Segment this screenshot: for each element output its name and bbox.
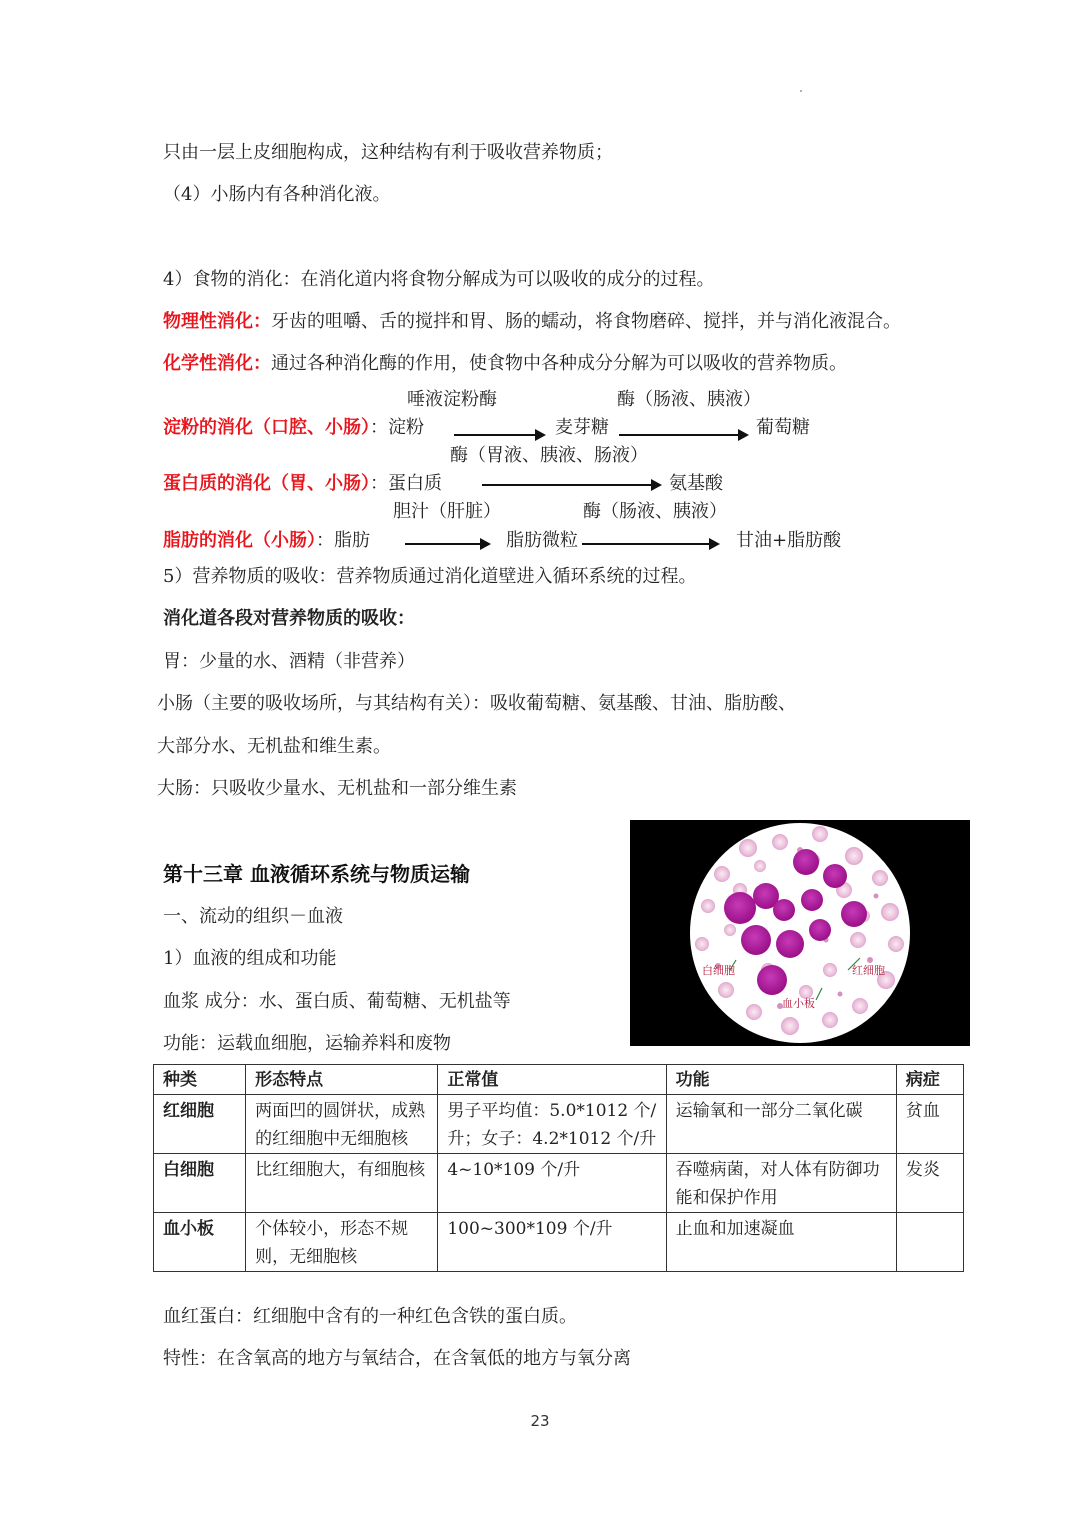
label-rbc: 红细胞 (852, 964, 885, 977)
enzyme-saliva: 唾液淀粉酶 (407, 389, 497, 410)
cell-kind: 血小板 (154, 1213, 246, 1272)
hemoglobin-definition: 血红蛋白：红细胞中含有的一种红色含铁的蛋白质。 (163, 1306, 577, 1327)
header-normal: 正常值 (438, 1065, 666, 1095)
amino-acid: 氨基酸 (669, 473, 723, 494)
arrow (619, 434, 747, 436)
glucose: 葡萄糖 (756, 417, 810, 438)
physical-label: 物理性消化： (163, 311, 271, 332)
arrow (405, 543, 489, 545)
header-function: 功能 (666, 1065, 896, 1095)
cell-function: 运输氧和一部分二氧化碳 (666, 1095, 896, 1154)
chemical-label: 化学性消化： (163, 353, 271, 374)
cell-shape: 两面凹的圆饼状，成熟的红细胞中无细胞核 (246, 1095, 438, 1154)
cell-shape: 个体较小，形态不规则，无细胞核 (246, 1213, 438, 1272)
cell-shape: 比红细胞大，有细胞核 (246, 1154, 438, 1213)
hemoglobin-property: 特性：在含氧高的地方与氧结合，在含氧低的地方与氧分离 (163, 1348, 631, 1369)
chemical-text: 通过各种消化酶的作用，使食物中各种成分分解为可以吸收的营养物质。 (271, 353, 847, 374)
absorption-small-intestine: 小肠（主要的吸收场所，与其结构有关）：吸收葡萄糖、氨基酸、甘油、脂肪酸、 (157, 693, 796, 714)
physical-digestion (163, 310, 901, 334)
blood-cell-table (153, 1064, 964, 1272)
cell-disease: 贫血 (896, 1095, 963, 1154)
cell-disease (896, 1213, 963, 1272)
table-row (154, 1095, 964, 1154)
digestion-heading: 4）食物的消化：在消化道内将食物分解成为可以吸收的成分的过程。 (163, 269, 715, 290)
absorption-large-intestine: 大肠：只吸收少量水、无机盐和一部分维生素 (157, 778, 517, 799)
protein-source: ：蛋白质 (370, 473, 442, 494)
arrow (482, 484, 660, 486)
subsection-title: 1）血液的组成和功能 (163, 948, 337, 969)
blood-cell-micrograph (630, 820, 970, 1046)
label-wbc: 白细胞 (702, 964, 735, 977)
speck (800, 90, 802, 92)
fat-source: ：脂肪 (316, 530, 370, 551)
header-shape: 形态特点 (246, 1065, 438, 1095)
section-title: 一、流动的组织－血液 (163, 906, 343, 927)
chemical-digestion (163, 352, 847, 376)
cell-function: 止血和加速凝血 (666, 1213, 896, 1272)
table-header-row (154, 1065, 964, 1095)
page-number: 23 (530, 1412, 550, 1430)
fat-droplets: 脂肪微粒 (506, 530, 578, 551)
physical-text: 牙齿的咀嚼、舌的搅拌和胃、肠的蠕动，将食物磨碎、搅拌，并与消化液混合。 (271, 311, 901, 332)
fat-label: 脂肪的消化（小肠） (163, 530, 316, 551)
glycerol-fatty-acid: 甘油+脂肪酸 (736, 530, 842, 551)
text-line: 只由一层上皮细胞构成，这种结构有利于吸收营养物质； (163, 142, 613, 163)
cell-normal: 4~10*109 个/升 (438, 1154, 666, 1213)
absorption-subheading: 消化道各段对营养物质的吸收： (163, 608, 415, 629)
text-line: （4）小肠内有各种消化液。 (163, 184, 391, 205)
cell-function: 吞噬病菌，对人体有防御功能和保护作用 (666, 1154, 896, 1213)
cell-kind: 白细胞 (154, 1154, 246, 1213)
starch-source: ：淀粉 (370, 417, 424, 438)
absorption-small-intestine-cont: 大部分水、无机盐和维生素。 (157, 736, 391, 757)
cell-normal: 男子平均值：5.0*1012 个/升；女子：4.2*1012 个/升 (438, 1095, 666, 1154)
enzyme-bile: 胆汁（肝脏） (393, 501, 501, 522)
label-platelet: 血小板 (782, 997, 815, 1010)
enzyme-protein: 酶（胃液、胰液、肠液） (450, 445, 648, 466)
plasma-composition: 血浆 成分：水、蛋白质、葡萄糖、无机盐等 (163, 991, 511, 1012)
chapter-title: 第十三章 血液循环系统与物质运输 (163, 862, 470, 886)
protein-label: 蛋白质的消化（胃、小肠） (163, 473, 370, 494)
cell-kind: 红细胞 (154, 1095, 246, 1154)
fat-digestion (163, 529, 370, 553)
arrow (454, 434, 544, 436)
plasma-function: 功能：运载血细胞，运输养料和废物 (163, 1033, 451, 1054)
maltose: 麦芽糖 (555, 417, 609, 438)
arrow (582, 543, 718, 545)
table-row (154, 1213, 964, 1272)
cell-normal: 100~300*109 个/升 (438, 1213, 666, 1272)
enzyme-intestinal: 酶（肠液、胰液） (617, 389, 761, 410)
starch-label: 淀粉的消化（口腔、小肠） (163, 417, 370, 438)
absorption-heading: 5）营养物质的吸收：营养物质通过消化道壁进入循环系统的过程。 (163, 566, 697, 587)
cell-disease: 发炎 (896, 1154, 963, 1213)
absorption-stomach: 胃：少量的水、酒精（非营养） (163, 651, 415, 672)
starch-digestion (163, 416, 424, 440)
micrograph-svg (630, 820, 970, 1046)
table-row (154, 1154, 964, 1213)
enzyme-fat: 酶（肠液、胰液） (583, 501, 727, 522)
header-disease: 病症 (896, 1065, 963, 1095)
header-kind: 种类 (154, 1065, 246, 1095)
protein-digestion (163, 472, 442, 496)
